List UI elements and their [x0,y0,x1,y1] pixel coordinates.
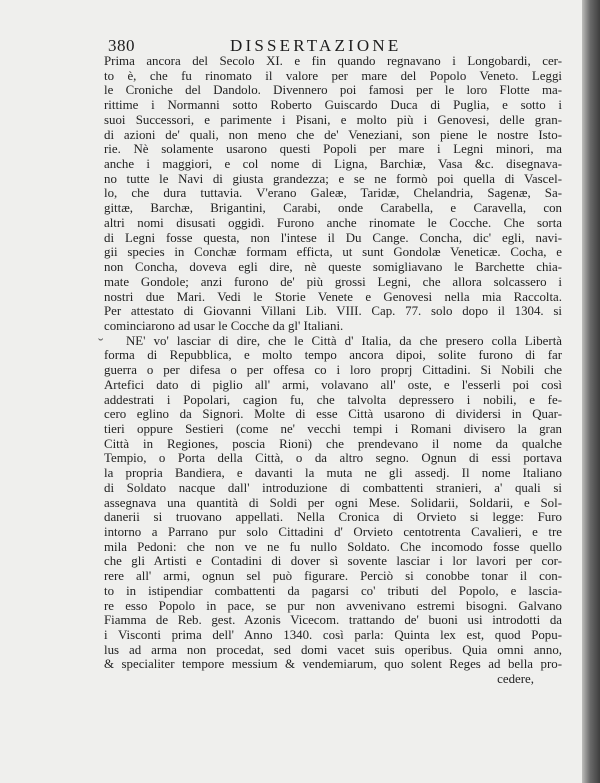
text-line: i Visconti prima dell' Anno 1340. così parla: Quinta lex est, quod Popu- [104,628,562,643]
text-line: & specialiter tempore messium & vendemiarum, quo solent Reges ad bella pro- [104,657,562,672]
paragraph-start-line: NE' vo' lasciar di dire, che le Città d' Italia, da che presero colla Libertà [126,333,562,348]
text-line: Per attestato di Giovanni Villani Lib. VIII. Cap. 77. solo dopo il 1304. si [104,304,562,319]
text-line: re esso Popolo in pace, se pur non avvenivano estremi bisogni. Galvano [104,598,562,613]
body-text [104,54,562,687]
text-line: Fiamma de Reb. gest. Azonis Vicecom. trattando de' buoni usi introdotti da [104,613,562,628]
text-line: gii species in Conchæ formam efficta, ut sunt Gondolæ Veneticæ. Cocha, e [104,245,562,260]
text-line: nostri due Mari. Vedi le Storie Venete e Genovesi nella mia Raccolta. [104,289,562,304]
text-line: Artefici dato di piglio all' armi, volavano all' oste, e l'esserli poi così [104,377,562,392]
text-line: lus ad arma non procedat, sed domi vacet suis operibus. Quia omni anno, [104,642,562,657]
text-line: gittæ, Barchæ, Brigantini, Carabi, onde Carabella, e Caravella, con [104,201,562,216]
text-line: lo, che dura tuttavia. V'erano Galeæ, Taridæ, Chelandria, Sagenæ, Sa- [104,186,562,201]
page-edge-shadow [582,0,600,783]
text-line: rere all' armi, ognun sel può figurare. Perciò si conobbe tonar il con- [104,569,562,584]
text-line: guerra o per difesa o per offesa co i loro proprj Cittadini. Si Nobili che [104,363,562,378]
text-line: danerii si truovano appellati. Nella Cronica di Orvieto si legge: Furo [104,510,562,525]
text-line: mila Pedoni: che non ve ne fu nullo Soldato. Che incomodo fosse quello [104,539,562,554]
running-head: DISSERTAZIONE [230,36,402,55]
text-line: di Legni fosse questa, non l'intese il Du Cange. Concha, dic' egli, navi- [104,230,562,245]
text-line: no tutte le Navi di giusta grandezza; e se ne formò poi quella di Vascel- [104,171,562,186]
text-line: rie. Nè solamente usarono questi Popoli per mare i Legni minori, ma [104,142,562,157]
text-line: Prima ancora del Secolo XI. e fin quando regnavano i Longobardi, cer- [104,54,562,68]
text-line: assegnava una quantità di Soldi per ogni Mese. Solidarii, Soldarii, e Sol- [104,495,562,510]
text-line: di azioni de' quali, non meno che de' Veneziani, son piene le nostre Isto- [104,127,562,142]
text-line: altri nomi disusati oggidì. Furono anche rinomate le Cocche. Che sorta [104,215,562,230]
text-line: la propria Bandiera, e davanti la muta ne gli assedj. Il nome Italiano [104,466,562,481]
text-line: forma di Repubblica, e molto tempo ancora dipoi, solite furono di far [104,348,562,363]
text-line: cominciarono ad usar le Cocche da gl' Italiani. [104,318,344,333]
text-line: anche i maggiori, e col nome di Ligna, Barchiæ, Vasa &c. disegnava- [104,157,562,172]
text-line: mate Gondole; anzi furono de' più grossi Legni, che allora solcassero i [104,274,562,289]
text-line: Tempio, o Porta della Città, o da altro segno. Ognun di essi portava [104,451,562,466]
text-line: tieri oppure Sestieri (come ne' vecchi tempi i Romani divisero la gran [104,421,562,436]
text-line: Città in Regiones, poscia Rioni) che prendevano il nome da qualche [104,436,562,451]
text-line: le Croniche del Dandolo. Divennero poi famosi per le loro Flotte ma- [104,83,562,98]
text-line: non Concha, doveva egli dire, nè queste somigliavano le Barchette chia- [104,260,562,275]
text-line: suoi Successori, e parimente i Pisani, e molto più i Genovesi, delle gran- [104,112,562,127]
text-line: intorno a Parrano pur solo Cittadini d' Orvieto centotrenta Cavalieri, e tre [104,525,562,539]
text-line: rittime i Normanni sotto Roberto Guiscardo Duca di Puglia, e sotto i [104,98,562,113]
text-line: cero eglino da Signori. Molte di esse Città usarono di dividersi in Quar- [104,407,562,422]
text-line: cedere, [497,672,534,687]
text-line: to in istipendiar combattenti da pagarsi co' tributi del Popolo, e lascia- [104,583,562,598]
page-number: 380 [108,36,135,55]
text-line: to è, che fu rinomato il valore per mare del Popolo Veneto. Leggi [104,68,562,83]
text-line: che gli Artisti e Contadini di dover sì sovente lasciar i lor lavori per cor- [104,554,562,569]
text-line: addestrati i Popolari, cagion fu, che talvolta depressero i nobili, e fe- [104,392,562,407]
margin-mark: ˘ [98,336,104,353]
text-line: di Soldato nacque dall' introduzione di combattenti stranieri, a' quali si [104,480,562,495]
